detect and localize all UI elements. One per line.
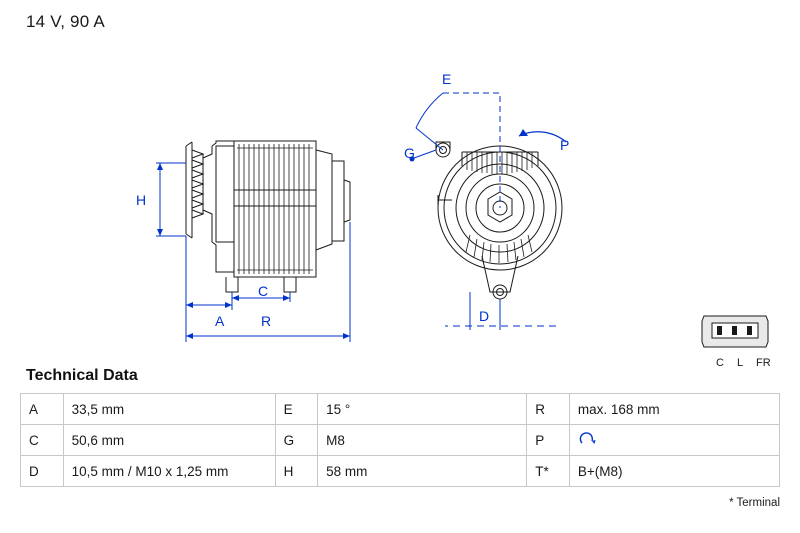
dimension-A [186, 236, 232, 310]
vent-slots [237, 148, 313, 270]
cell-key: P [527, 425, 570, 456]
cell-key: A [21, 394, 64, 425]
connector-pin-fr: FR [756, 357, 771, 369]
label-D: D [479, 308, 490, 324]
connector-detail [702, 316, 768, 347]
table-row [21, 456, 780, 487]
cell-value: max. 168 mm [569, 394, 779, 425]
cell-key: R [527, 394, 570, 425]
cell-value: 58 mm [318, 456, 527, 487]
table-row [21, 394, 780, 425]
table-row [21, 425, 780, 456]
cell-key: G [275, 425, 318, 456]
cell-key: D [21, 456, 64, 487]
cell-value: 33,5 mm [63, 394, 275, 425]
housing-side [203, 141, 350, 277]
page-title: 14 V, 90 A [26, 12, 105, 31]
cell-value: B+(M8) [569, 456, 779, 487]
front-view [436, 142, 562, 299]
cell-value: 10,5 mm / M10 x 1,25 mm [63, 456, 275, 487]
label-C: C [258, 283, 269, 299]
connector-pin-l: L [737, 357, 744, 369]
connector-pin-c: C [716, 357, 724, 369]
label-E: E [442, 71, 452, 87]
label-A: A [215, 313, 225, 329]
pulley [186, 142, 203, 238]
label-G: G [404, 145, 415, 161]
drawing-svg [0, 30, 800, 369]
cell-value: 15 ° [318, 394, 527, 425]
label-H: H [136, 192, 147, 208]
callout-P [519, 129, 566, 142]
label-P: P [560, 137, 570, 153]
cell-key: T* [527, 456, 570, 487]
rotation-direction-icon [578, 432, 771, 448]
alternator-drawing [0, 30, 800, 369]
dimension-H [156, 163, 186, 236]
table-footnote: * Terminal [729, 497, 780, 509]
cell-key: H [275, 456, 318, 487]
technical-data-table [20, 393, 780, 487]
cell-value: 50,6 mm [63, 425, 275, 456]
label-R: R [261, 313, 272, 329]
technical-data-heading: Technical Data [26, 367, 138, 384]
stator-fins [239, 144, 309, 274]
cell-value-rotation [569, 425, 779, 456]
callout-E [416, 93, 500, 208]
cell-key: C [21, 425, 64, 456]
cell-key: E [275, 394, 318, 425]
dimension-D [445, 292, 556, 330]
cell-value: M8 [318, 425, 527, 456]
